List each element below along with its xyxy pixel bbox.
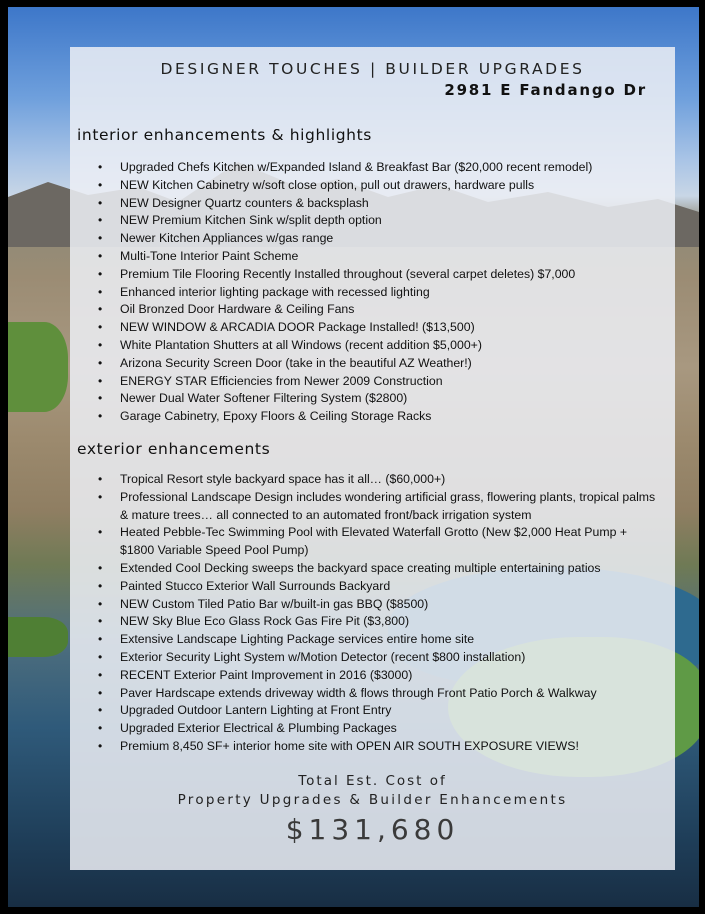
exterior-list-item: [98, 738, 664, 756]
bullet-icon: •: [98, 472, 103, 486]
bullet-icon: •: [98, 195, 103, 210]
bullet-icon: •: [98, 302, 103, 317]
bullet-icon: •: [98, 560, 103, 575]
interior-item-text: White Plantation Shutters at all Windows (recent addition $5,000+): [120, 337, 482, 352]
golf-grass-left: [8, 322, 68, 412]
interior-item-text: Upgraded Chefs Kitchen w/Expanded Island & Breakfast Bar ($20,000 recent remodel): [120, 160, 593, 174]
interior-item-text: Garage Cabinetry, Epoxy Floors & Ceiling Storage Racks: [120, 409, 432, 424]
exterior-section-title: exterior enhancements: [77, 440, 271, 458]
interior-item-text: Arizona Security Screen Door (take in the beautiful AZ Weather!): [120, 355, 472, 370]
exterior-list-item: [98, 667, 664, 685]
interior-item-text: NEW Premium Kitchen Sink w/split depth option: [120, 213, 382, 228]
bullet-icon: •: [98, 525, 103, 540]
interior-list: [98, 159, 664, 426]
interior-item-text: Enhanced interior lighting package with recessed lighting: [120, 284, 430, 299]
interior-item-text: Newer Dual Water Softener Filtering System ($2800): [120, 391, 408, 406]
bullet-icon: •: [98, 373, 103, 388]
golf-grass-left-lower: [8, 617, 68, 657]
exterior-item-text: Tropical Resort style backyard space has it all… ($60,000+): [120, 472, 446, 486]
interior-item-text: NEW Designer Quartz counters & backsplash: [120, 195, 369, 210]
interior-item-text: ENERGY STAR Efficiencies from Newer 2009 Construction: [120, 373, 443, 388]
exterior-list-item: [98, 631, 664, 649]
bullet-icon: •: [98, 160, 103, 174]
total-amount: $131,680: [285, 813, 460, 846]
interior-list-item: [98, 230, 664, 248]
bullet-icon: •: [98, 649, 103, 664]
exterior-list-item: [98, 524, 664, 560]
interior-list-item: [98, 284, 664, 302]
exterior-list-item: [98, 489, 664, 525]
exterior-list-item: [98, 720, 664, 738]
bullet-icon: •: [98, 320, 103, 335]
interior-list-item: [98, 301, 664, 319]
exterior-list-item: [98, 649, 664, 667]
bullet-icon: •: [98, 266, 103, 281]
interior-item-text: NEW WINDOW & ARCADIA DOOR Package Installed! ($13,500): [120, 320, 475, 335]
bullet-icon: •: [98, 355, 103, 370]
exterior-item-text: Upgraded Exterior Electrical & Plumbing Packages: [120, 721, 397, 736]
exterior-item-text: Exterior Security Light System w/Motion Detector (recent $800 installation): [120, 649, 526, 664]
bullet-icon: •: [98, 391, 103, 406]
interior-list-item: [98, 177, 664, 195]
bullet-icon: •: [98, 248, 103, 263]
exterior-item-text: Painted Stucco Exterior Wall Surrounds Backyard: [120, 578, 391, 593]
interior-list-item: [98, 212, 664, 230]
exterior-list-item: [98, 613, 664, 631]
exterior-item-text: Extended Cool Decking sweeps the backyard space creating multiple entertaining patios: [120, 560, 601, 575]
interior-list-item: [98, 337, 664, 355]
exterior-item-text: Professional Landscape Design includes wondering artificial grass, flowering plants, tropical palms & mature trees… all connected to an automated front/back irrigation system: [120, 489, 656, 522]
exterior-item-text: NEW Custom Tiled Patio Bar w/built-in gas BBQ ($8500): [120, 596, 429, 611]
interior-list-item: [98, 373, 664, 391]
exterior-item-text: Extensive Landscape Lighting Package services entire home site: [120, 632, 475, 647]
interior-list-item: [98, 195, 664, 213]
total-label-line1: Total Est. Cost of: [298, 773, 447, 789]
bullet-icon: •: [98, 177, 103, 192]
exterior-item-text: RECENT Exterior Paint Improvement in 2016 ($3000): [120, 667, 413, 682]
bullet-icon: •: [98, 489, 103, 504]
interior-list-item: [98, 408, 664, 426]
bullet-icon: •: [98, 578, 103, 593]
exterior-list-item: [98, 596, 664, 614]
bullet-icon: •: [98, 596, 103, 611]
exterior-item-text: Heated Pebble-Tec Swimming Pool with Elevated Waterfall Grotto (New $2,000 Heat Pump + $1800 Variable Speed Pool Pump): [120, 525, 628, 558]
bullet-icon: •: [98, 632, 103, 647]
interior-item-text: Multi-Tone Interior Paint Scheme: [120, 248, 299, 263]
bullet-icon: •: [98, 685, 103, 700]
bullet-icon: •: [98, 703, 103, 718]
bullet-icon: •: [98, 614, 103, 629]
property-address: 2981 E Fandango Dr: [444, 81, 647, 99]
exterior-list-item: [98, 702, 664, 720]
exterior-item-text: Upgraded Outdoor Lantern Lighting at Front Entry: [120, 703, 392, 718]
interior-item-text: NEW Kitchen Cabinetry w/soft close option, pull out drawers, hardware pulls: [120, 177, 535, 192]
bullet-icon: •: [98, 721, 103, 736]
exterior-item-text: NEW Sky Blue Eco Glass Rock Gas Fire Pit ($3,800): [120, 614, 410, 629]
bullet-icon: •: [98, 667, 103, 682]
exterior-list: [98, 471, 664, 756]
content-panel: [70, 47, 675, 870]
interior-list-item: [98, 319, 664, 337]
exterior-list-item: [98, 578, 664, 596]
interior-item-text: Premium Tile Flooring Recently Installed throughout (several carpet deletes) $7,000: [120, 266, 576, 281]
interior-section-title: interior enhancements & highlights: [77, 126, 372, 144]
interior-list-item: [98, 248, 664, 266]
exterior-list-item: [98, 560, 664, 578]
aerial-background-photo: [8, 7, 699, 907]
bullet-icon: •: [98, 409, 103, 424]
bullet-icon: •: [98, 213, 103, 228]
interior-list-item: [98, 159, 664, 177]
interior-item-text: Newer Kitchen Appliances w/gas range: [120, 231, 334, 246]
bullet-icon: •: [98, 337, 103, 352]
bullet-icon: •: [98, 738, 103, 753]
interior-list-item: [98, 355, 664, 373]
total-label-line2: Property Upgrades & Builder Enhancements: [177, 792, 568, 808]
bullet-icon: •: [98, 284, 103, 299]
interior-item-text: Oil Bronzed Door Hardware & Ceiling Fans: [120, 302, 355, 317]
interior-list-item: [98, 390, 664, 408]
interior-list-item: [98, 266, 664, 284]
exterior-item-text: Paver Hardscape extends driveway width & flows through Front Patio Porch & Walkway: [120, 685, 597, 700]
page-title: DESIGNER TOUCHES | BUILDER UPGRADES: [160, 60, 585, 78]
exterior-list-item: [98, 685, 664, 703]
exterior-item-text: Premium 8,450 SF+ interior home site with OPEN AIR SOUTH EXPOSURE VIEWS!: [120, 738, 579, 753]
bullet-icon: •: [98, 231, 103, 246]
exterior-list-item: [98, 471, 664, 489]
